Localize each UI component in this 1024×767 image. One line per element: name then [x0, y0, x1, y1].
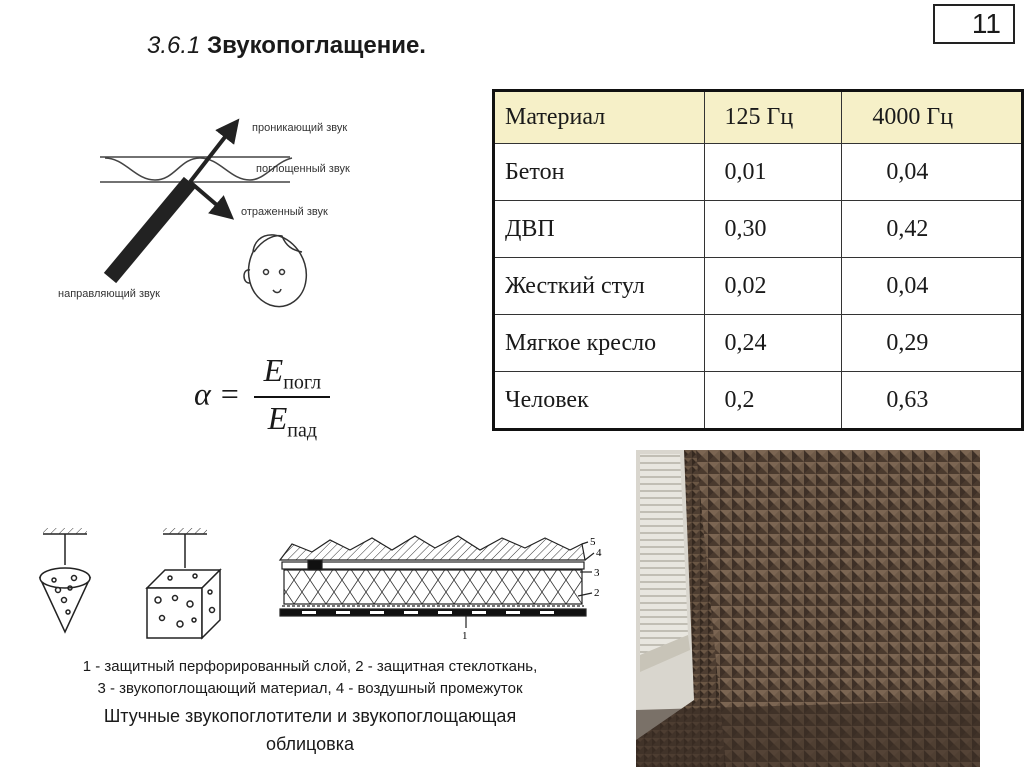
cell-4000: 0,42	[842, 201, 1023, 258]
label-absorbed: поглощенный звук	[256, 163, 350, 175]
cell-4000: 0,63	[842, 372, 1023, 430]
section-number: 3.6.1	[147, 32, 201, 59]
absorption-table	[492, 89, 1024, 431]
figure-legend	[25, 656, 595, 700]
page-number: 11	[933, 4, 1015, 44]
cell-material: Человек	[494, 372, 705, 430]
reflected-arrow	[190, 182, 225, 212]
cone-absorber-icon	[40, 528, 90, 632]
alpha-symbol: α	[194, 375, 211, 412]
penetrating-arrow	[190, 128, 232, 182]
absorption-formula	[194, 352, 330, 443]
title-text: Звукопоглащение.	[207, 32, 426, 59]
fraction-line	[254, 396, 330, 398]
listener-head-icon	[244, 235, 306, 307]
numerator: $E_{погл}$	[263, 352, 322, 394]
header-material: Материал	[494, 91, 705, 144]
table-row	[494, 201, 1023, 258]
table-row	[494, 144, 1023, 201]
cube-absorber-icon	[147, 528, 220, 638]
label-penetrating: проникающий звук	[252, 122, 348, 134]
absorbers-figure	[30, 520, 610, 655]
header-125hz: 125 Гц	[704, 91, 842, 144]
legend-line-1: 1 - защитный перфорированный слой, 2 - защитная стеклоткань,	[82, 658, 538, 675]
layer-label-3: 3	[594, 567, 600, 579]
cell-125: 0,24	[704, 315, 842, 372]
denominator: $E_{пад}$	[267, 400, 318, 442]
cell-125: 0,30	[704, 201, 842, 258]
layer-label-4: 4	[596, 547, 602, 559]
equals-sign: =	[218, 375, 241, 412]
slide-title	[147, 32, 426, 60]
table-header-row	[494, 91, 1023, 144]
layer-label-2: 2	[594, 587, 600, 599]
sound-diagram	[30, 100, 430, 330]
layered-lining-diagram	[280, 536, 594, 628]
cell-material: Мягкое кресло	[494, 315, 705, 372]
table-row	[494, 258, 1023, 315]
cell-4000: 0,04	[842, 258, 1023, 315]
incident-arrow	[110, 182, 190, 278]
cell-material: Бетон	[494, 144, 705, 201]
legend-line-2: 3 - звукопоглощающий материал, 4 - воздушный промежуток	[97, 680, 523, 697]
figure-caption	[25, 702, 595, 758]
cell-4000: 0,04	[842, 144, 1023, 201]
label-incident: направляющий звук	[58, 288, 160, 300]
header-4000hz: 4000 Гц	[842, 91, 1023, 144]
layer-label-1: 1	[462, 630, 468, 642]
caption-line-2: облицовка	[265, 734, 355, 754]
anechoic-room-photo	[636, 450, 980, 767]
label-reflected: отраженный звук	[241, 206, 328, 218]
cell-125: 0,2	[704, 372, 842, 430]
caption-line-1: Штучные звукопоглотители и звукопоглощающая	[103, 706, 517, 726]
cell-material: Жесткий стул	[494, 258, 705, 315]
cell-material: ДВП	[494, 201, 705, 258]
cell-125: 0,01	[704, 144, 842, 201]
cell-4000: 0,29	[842, 315, 1023, 372]
table-row	[494, 315, 1023, 372]
layer-label-5: 5	[590, 536, 596, 548]
table-row	[494, 372, 1023, 430]
fraction	[254, 352, 330, 443]
cell-125: 0,02	[704, 258, 842, 315]
